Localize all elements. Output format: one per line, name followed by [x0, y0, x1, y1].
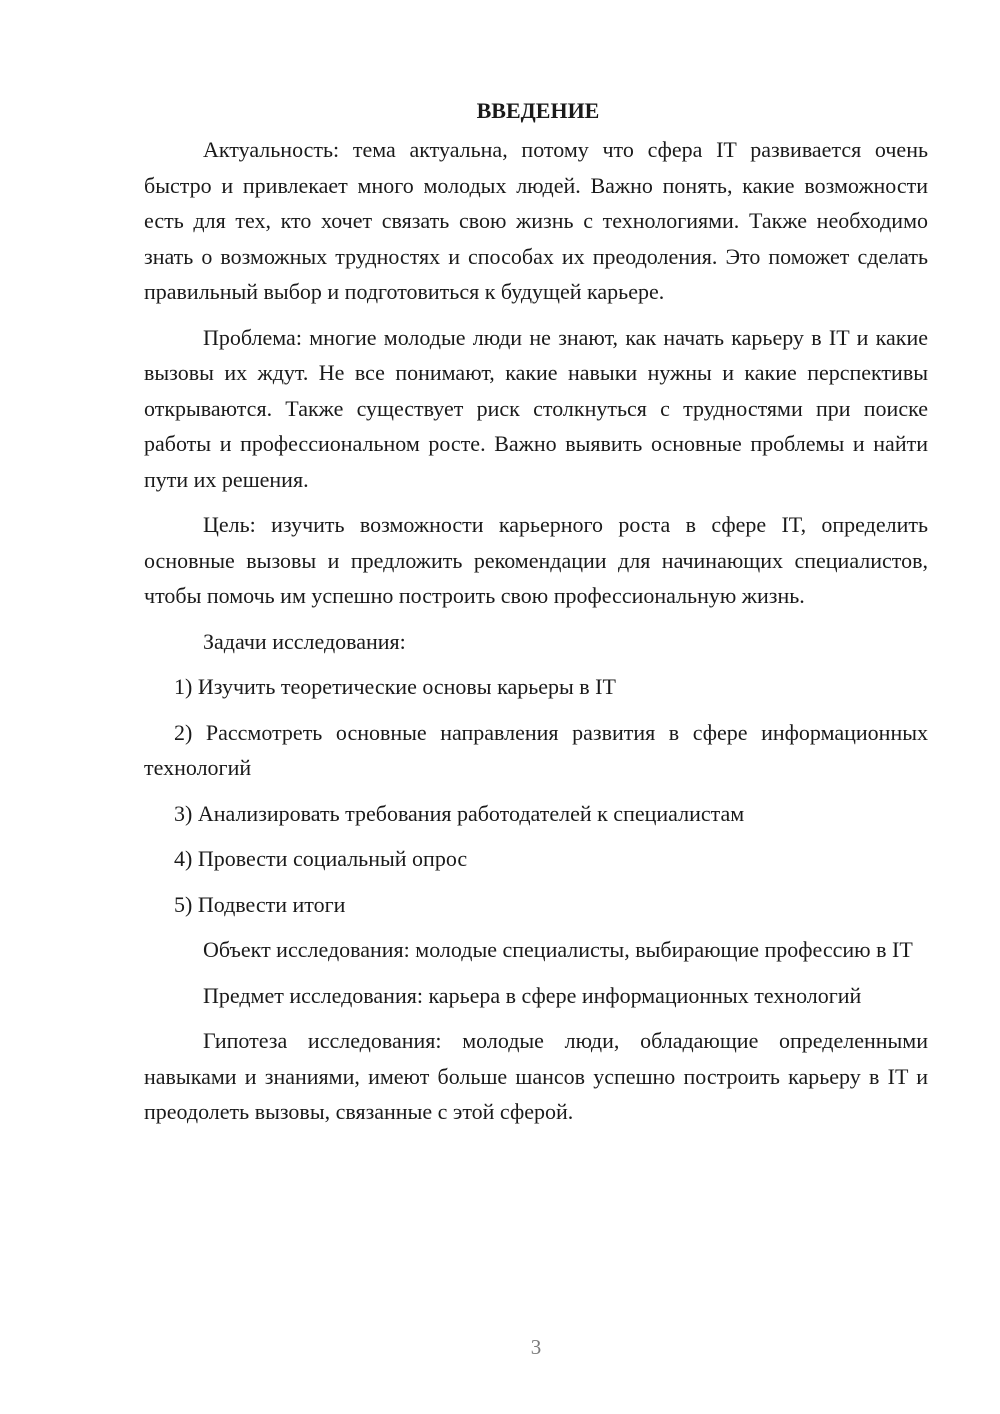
tasks-heading: Задачи исследования: [203, 628, 406, 654]
goal-paragraph: Цель: изучить возможности карьерного роста в сфере IT, определить основные вызовы и предложить рекомендации для начинающих специалистов, чтобы помочь им успешно построить свою профессиональную жизнь. [144, 512, 928, 608]
task-item-5: 5) Подвести итоги [174, 891, 346, 917]
research-subject-paragraph: Предмет исследования: карьера в сфере информационных технологий [203, 982, 862, 1008]
problem-paragraph: Проблема: многие молодые люди не знают, как начать карьеру в IT и какие вызовы их ждут. Не все понимают, какие навыки нужны и какие перспективы открываются. Также существует риск столкнуться с трудностями при поиске работы и профессиональном росте. Важно выявить основные проблемы и найти пути их решения. [144, 324, 928, 492]
task-item-4: 4) Провести социальный опрос [174, 846, 468, 871]
research-object-paragraph: Объект исследования: молодые специалисты, выбирающие профессию в IT [203, 937, 913, 962]
task-item-2: 2) Рассмотреть основные направления развития в сфере информационных технологий [144, 719, 928, 780]
relevance-paragraph: Актуальность: тема актуальна, потому что сфера IT развивается очень быстро и привлекает много молодых людей. Важно понять, какие возможности есть для тех, кто хочет связать свою жизнь с технологиями. Также необходимо знать о возможных трудностях и способах их преодоления. Это поможет сделать правильный выбор и подготовиться к будущей карьере. [144, 137, 928, 304]
section-title: ВВЕДЕНИЕ [476, 98, 600, 123]
task-item-1: 1) Изучить теоретические основы карьеры в IT [174, 674, 616, 699]
task-item-3: 3) Анализировать требования работодателей к специалистам [174, 800, 745, 826]
page-number: 3 [530, 1335, 542, 1359]
document-body [144, 96, 928, 1130]
hypothesis-paragraph: Гипотеза исследования: молодые люди, обладающие определенными навыками и знаниями, имеют больше шансов успешно построить карьеру в IT и преодолеть вызовы, связанные с этой сферой. [144, 1028, 928, 1124]
